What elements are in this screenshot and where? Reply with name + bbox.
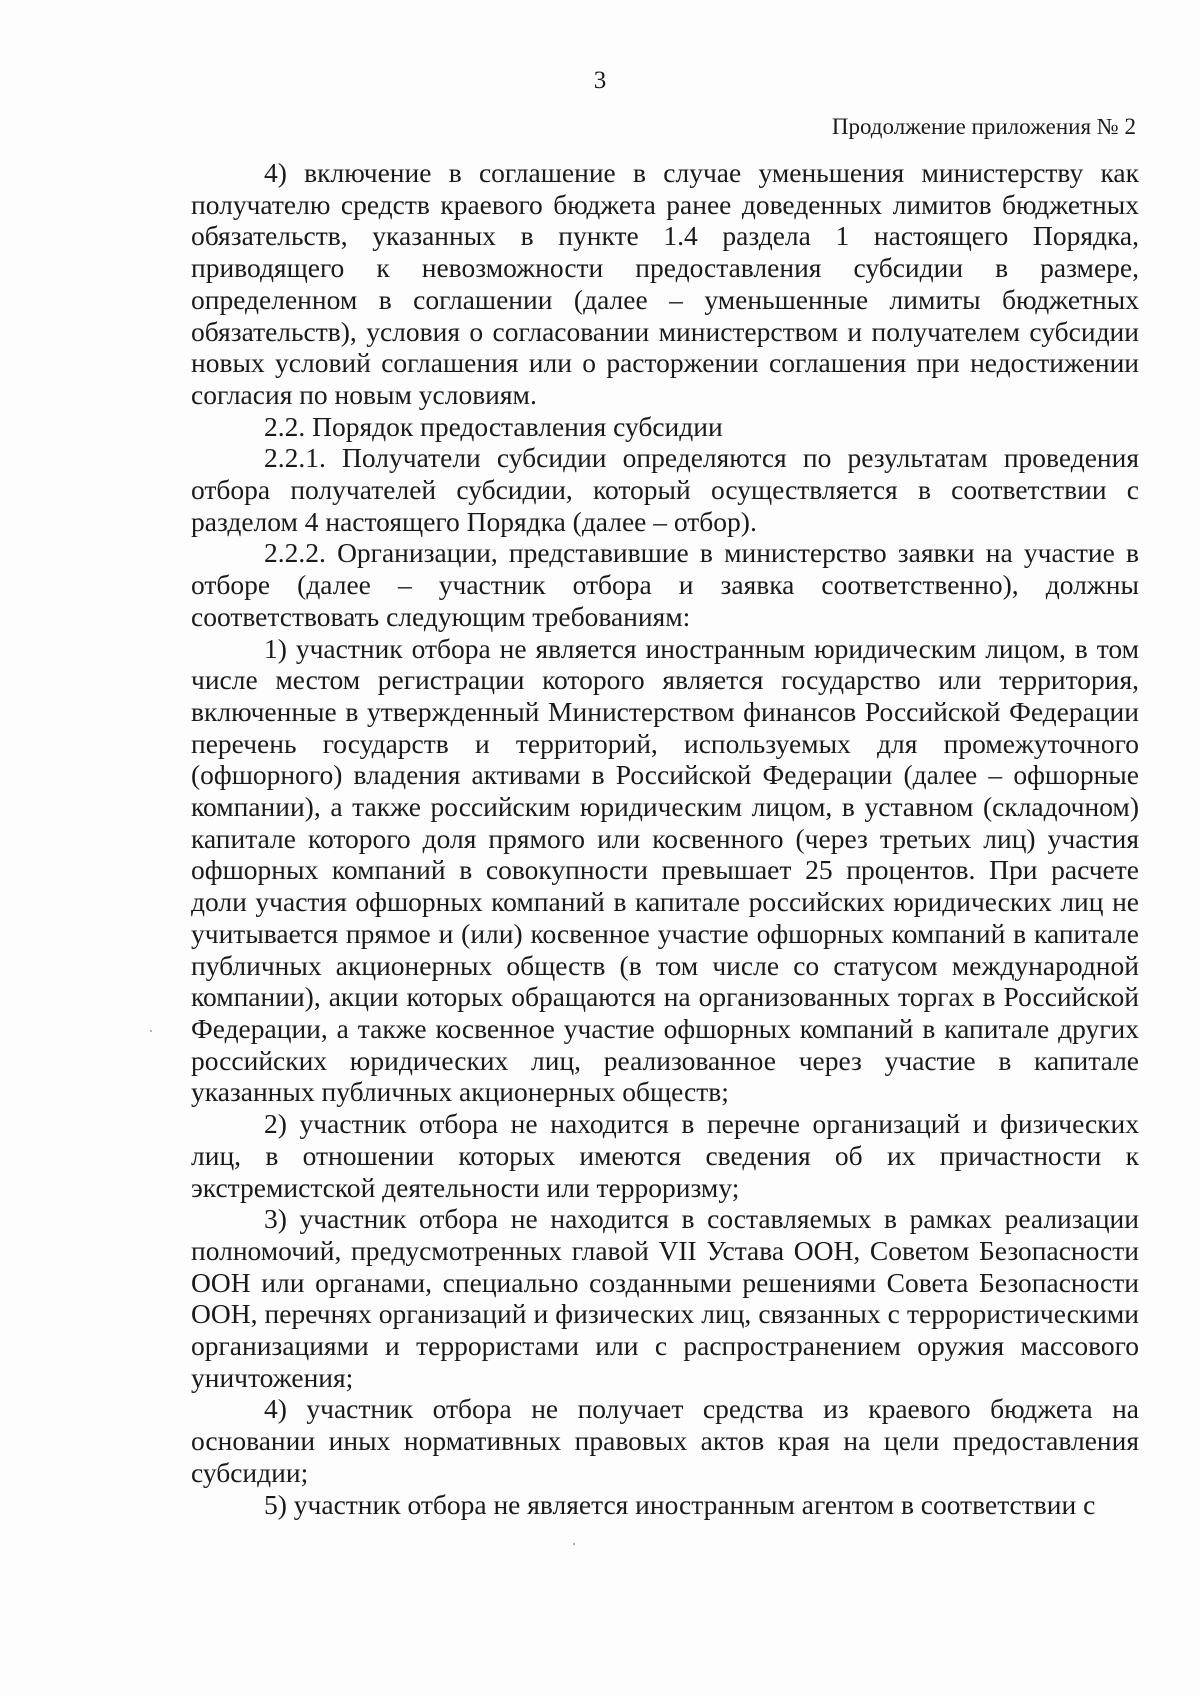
paragraph-2-2-1: 2.2.1. Получатели субсидии определяются по результатам проведения отбора получателей субсидии, который осуществляется в соответствии с разделом 4 настоящего Порядка (далее – отбор). — [191, 442, 1139, 537]
requirement-2-extremism: 2) участник отбора не находится в перечне организаций и физических лиц, в отношении которых имеются сведения об их причастности к экстремистской деятельности или терроризму; — [191, 1108, 1139, 1203]
section-heading-2-2: 2.2. Порядок предоставления субсидии — [264, 410, 723, 442]
requirement-5-foreign-agent: 5) участник отбора не является иностранным агентом в соответствии с — [264, 1488, 1096, 1520]
requirement-3-un-lists: 3) участник отбора не находится в составляемых в рамках реализации полномочий, предусмотренных главой VII Устава ООН, Советом Безопасности ООН или органами, специально созданными решениями Совета Безопасности ООН, перечнях организаций и физических лиц, связанных с террористическими организациями и террористами или с распространением оружия массового уничтожения; — [191, 1203, 1139, 1393]
requirement-4-other-funds: 4) участник отбора не получает средства из краевого бюджета на основании иных нормативных правовых актов края на цели предоставления субсидии; — [191, 1393, 1139, 1488]
scan-speck — [150, 1030, 152, 1032]
appendix-header: Продолжение приложения № 2 — [831, 114, 1136, 139]
paragraph-2-2-2: 2.2.2. Организации, представившие в министерство заявки на участие в отборе (далее – участник отбора и заявка соответственно), должны соответствовать следующим требованиям: — [191, 537, 1139, 632]
scan-speck — [573, 1543, 575, 1545]
requirement-1-offshore: 1) участник отбора не является иностранным юридическим лицом, в том числе местом регистрации которого является государство или территория, включенные в утвержденный Министерством финансов Российской Федерации перечень государств и территорий, используемых для промежуточного (офшорного) владения активами в Российской Федерации (далее – офшорные компании), а также российским юридическим лицом, в уставном (складочном) капитале которого доля прямого или косвенного (через третьих лиц) участия офшорных компаний в совокупности превышает 25 процентов. При расчете доли участия офшорных компаний в капитале российских юридических лиц не учитывается прямое и (или) косвенное участие офшорных компаний в капитале публичных акционерных обществ (в том числе со статусом международной компании), акции которых обращаются на организованных торгах в Российской Федерации, а также косвенное участие офшорных компаний в капитале других российских юридических лиц, реализованное через участие в капитале указанных публичных акционерных обществ; — [191, 632, 1139, 1108]
document-body — [191, 157, 1139, 1520]
paragraph-item-4-budget-limits: 4) включение в соглашение в случае уменьшения министерству как получателю средств краевого бюджета ранее доведенных лимитов бюджетных обязательств, указанных в пункте 1.4 раздела 1 настоящего Порядка, приводящего к невозможности предоставления субсидии в размере, определенном в соглашении (далее – уменьшенные лимиты бюджетных обязательств), условия о согласовании министерством и получателем субсидии новых условий соглашения или о расторжении соглашения при недостижении согласия по новым условиям. — [191, 157, 1139, 410]
page-number: 3 — [593, 67, 607, 94]
